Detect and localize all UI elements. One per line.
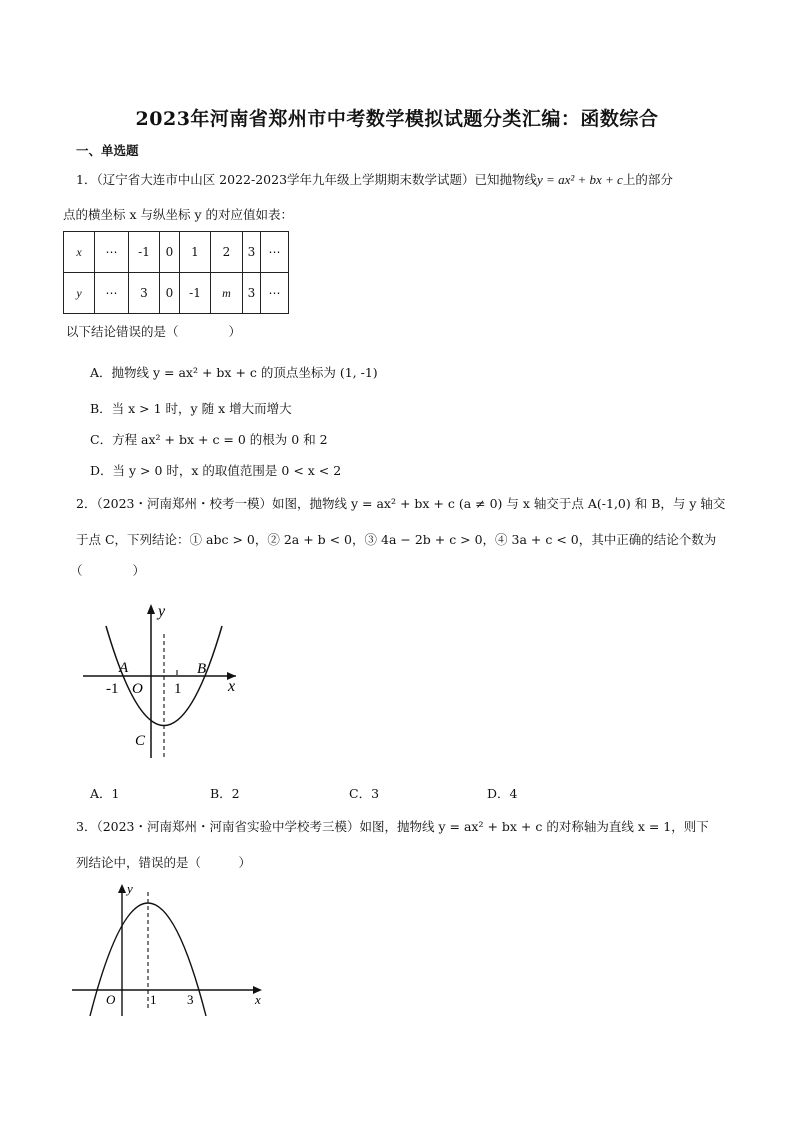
y-arrow-icon [147,604,155,614]
value-table [63,231,289,314]
q3-line1: 3．（2023・河南郑州・河南省实验中学校考三模）如图，抛物线 y = ax² + bx + c 的对称轴为直线 x = 1，则下 [76,819,709,834]
q2-parabola-figure [80,598,255,763]
q1-prefix: 1．（辽宁省大连市中山区 2022-2023学年九年级上学期期末数学试题）已知抛物线 [76,172,538,187]
section-heading: 一、单选题 [76,143,139,158]
label-o: O [106,992,116,1007]
table-cell: 3 [129,273,160,314]
table-cell: m [211,273,243,314]
table-cell: 0 [160,273,180,314]
label-y: y [158,603,166,620]
table-cell: -1 [129,232,160,273]
q2-option-a: A．1 [90,786,120,801]
table-cell: ⋯ [95,273,129,314]
label-c: C [135,733,146,749]
label-b: B [197,661,207,677]
q2-option-c: C．3 [349,786,380,801]
table-cell: 3 [243,273,261,314]
q2-option-b: B．2 [210,786,240,801]
q2-line3: （ ） [70,563,146,578]
label-a: A [119,660,129,676]
table-row [64,232,289,273]
label-one: 1 [150,992,157,1007]
label-three: 3 [187,992,194,1007]
label-one: 1 [174,681,182,697]
q1-line1 [76,173,673,187]
table-cell: x [64,232,95,273]
page-title: 2023年河南省郑州市中考数学模拟试题分类汇编：函数综合 [135,108,659,130]
q2-option-d: D．4 [487,786,518,801]
table-cell: 2 [211,232,243,273]
q3-parabola-figure [70,880,265,1020]
q1-line2: 点的横坐标 x 与纵坐标 y 的对应值如表： [63,207,294,222]
table-cell: ⋯ [261,273,289,314]
label-o: O [132,681,143,697]
q1-option-c: C．方程 ax² + bx + c = 0 的根为 0 和 2 [90,432,328,447]
table-cell: 3 [243,232,261,273]
label-x: x [255,992,261,1007]
table-cell: -1 [180,273,211,314]
q1-option-a: A．抛物线 y = ax² + bx + c 的顶点坐标为 (1, -1) [90,365,378,380]
table-cell: 0 [160,232,180,273]
table-row [64,273,289,314]
q1-stem: 以下结论错误的是（ ） [66,324,242,339]
q2-line2: 于点 C，下列结论：① abc > 0，② 2a + b < 0，③ 4a − 2b + c > 0，④ 3a + c < 0，其中正确的结论个数为 [76,532,717,547]
table-cell: ⋯ [95,232,129,273]
q1-option-b: B．当 x > 1 时，y 随 x 增大而增大 [90,401,292,416]
q2-line1: 2．（2023・河南郑州・校考一模）如图，抛物线 y = ax² + bx + c (a ≠ 0) 与 x 轴交于点 A(-1,0) 和 B，与 y 轴交 [76,496,726,511]
q1-suffix: 上的部分 [622,172,673,187]
table-cell: y [64,273,95,314]
q1-formula: y = ax² + bx + c [537,172,623,187]
q1-option-d: D．当 y > 0 时，x 的取值范围是 0 < x < 2 [90,463,342,478]
label-y: y [127,881,133,896]
table-cell: ⋯ [261,232,289,273]
label-x: x [228,678,236,695]
table-cell: 1 [180,232,211,273]
label-neg1: -1 [106,681,119,697]
q3-line2: 列结论中，错误的是（ ） [76,855,252,870]
y-arrow-icon [118,884,126,893]
